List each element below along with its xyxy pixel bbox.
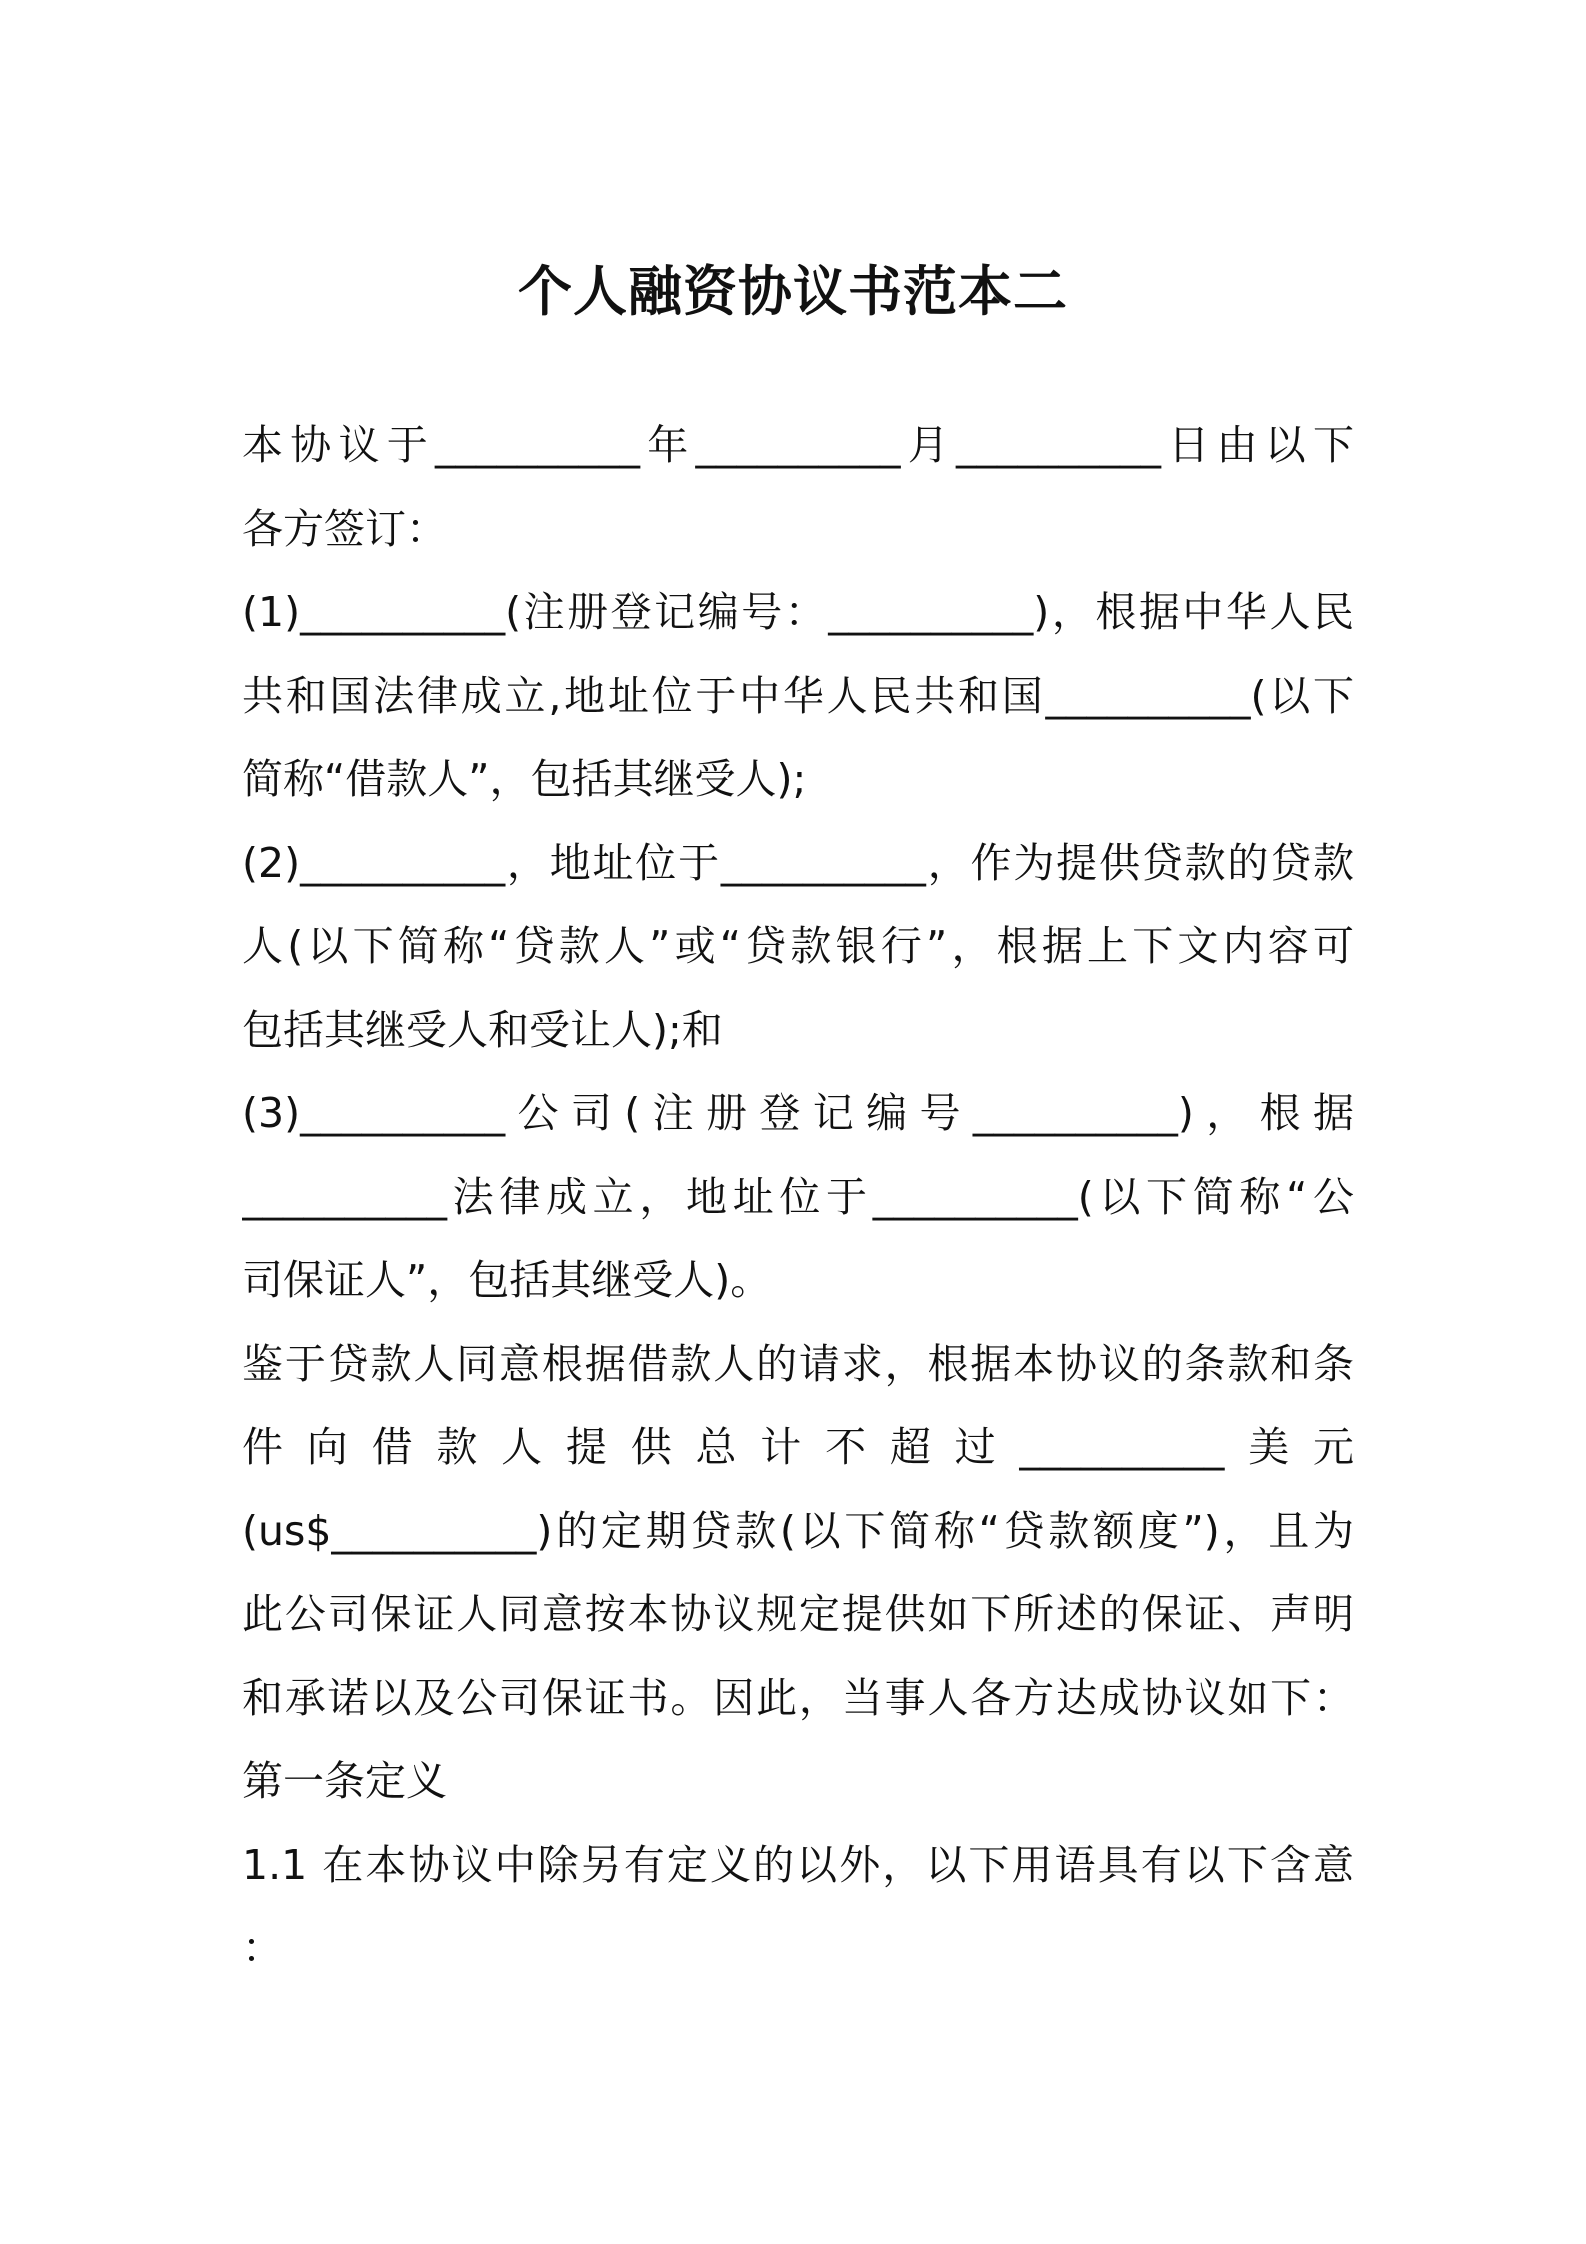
body-line: 包括其继受人和受让人);和 (242, 1005, 723, 1054)
body-line: 司保证人”，包括其继受人)。 (242, 1256, 772, 1304)
body-line: 和承诺以及公司保证书。因此，当事人各方达成协议如下： (242, 1673, 1354, 1722)
document-body (242, 404, 1354, 1991)
body-line: ： (242, 1924, 283, 1972)
body-line: (1)__________(注册登记编号：__________)，根据中华人民 (242, 588, 1354, 636)
body-line: 各方签订： (242, 504, 447, 553)
body-line: 简称“借款人”，包括其继受人); (242, 755, 807, 803)
body-line: 本协议于__________年__________月__________日由以下 (242, 421, 1354, 469)
section-heading: 第一条定义 (242, 1757, 447, 1805)
body-line: (3)__________公司(注册登记编号__________)，根据 (242, 1089, 1354, 1137)
body-line: (2)__________，地址位于__________，作为提供贷款的贷款 (242, 838, 1354, 887)
body-line: 件向借款人提供总计不超过__________美元 (242, 1423, 1354, 1471)
body-line: 鉴于贷款人同意根据借款人的请求，根据本协议的条款和条 (242, 1339, 1354, 1388)
body-line: 人(以下简称“贷款人”或“贷款银行”，根据上下文内容可 (242, 922, 1354, 970)
body-line: (us$__________)的定期贷款(以下简称“贷款额度”)，且为 (242, 1506, 1354, 1555)
body-line: 此公司保证人同意按本协议规定提供如下所述的保证、声明 (242, 1590, 1354, 1638)
body-line: 1.1 在本协议中除另有定义的以外，以下用语具有以下含意 (242, 1840, 1354, 1889)
document-title: 个人融资协议书范本二 (518, 260, 1068, 323)
body-line: 共和国法律成立,地址位于中华人民共和国__________(以下 (242, 671, 1354, 720)
body-line: __________法律成立，地址位于__________(以下简称“公 (242, 1172, 1354, 1221)
